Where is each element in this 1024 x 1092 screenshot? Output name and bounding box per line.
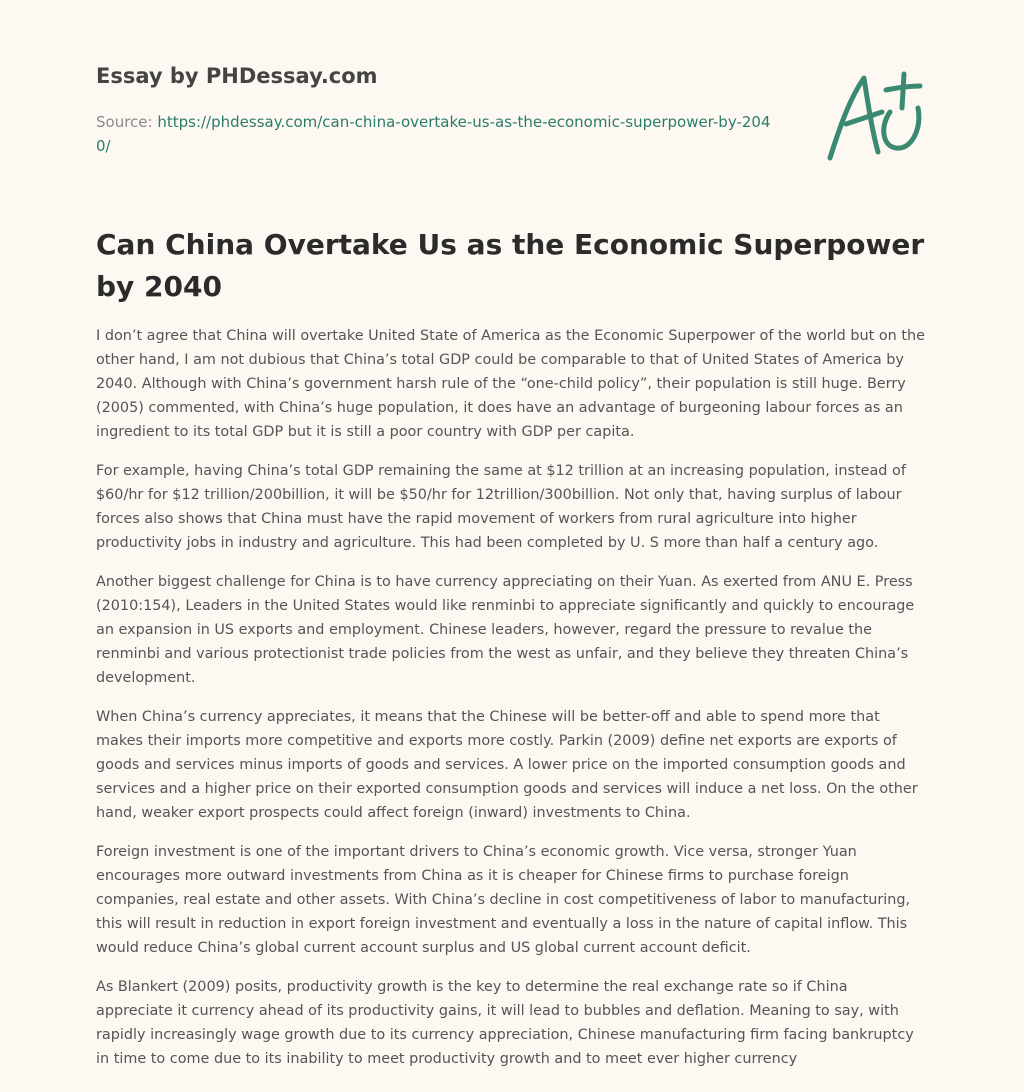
essay-paragraph: When China’s currency appreciates, it means that the Chinese will be better-off and able to spend more that makes their imports more competitive and exports more costly. Parkin (2009) define net exports are exports of goods and services minus imports of goods and services. A lower price on the imported consumption goods and services and a higher price on their exported consumption goods and services will induce a net loss. On the other hand, weaker export prospects could affect foreign (inward) investments to China. xyxy=(96,709,918,821)
source-label: Source: xyxy=(96,113,158,131)
essay-body xyxy=(96,324,928,1086)
essay-paragraph: For example, having China’s total GDP remaining the same at $12 trillion at an increasing population, instead of $60/hr for $12 trillion/200billion, it will be $50/hr for 12trillion/300billion. Not only that, having surplus of labour forces also shows that China must have the rapid movement of workers from rural agriculture into higher productivity jobs in industry and agriculture. This had been completed by U. S more than half a century ago. xyxy=(96,463,906,551)
essay-title: Can China Overtake Us as the Economic Superpower by 2040 xyxy=(96,228,925,303)
a-plus-logo-icon xyxy=(820,64,930,168)
essay-paragraph: I don’t agree that China will overtake United State of America as the Economic Superpower of the world but on the other hand, I am not dubious that China’s total GDP could be comparable to that of United States of America by 2040. Although with China’s government harsh rule of the “one-child policy”, their population is still huge. Berry (2005) commented, with China’s huge population, it does have an advantage of burgeoning labour forces as an ingredient to its total GDP but it is still a poor country with GDP per capita. xyxy=(96,328,925,440)
essay-paragraph: Foreign investment is one of the important drivers to China’s economic growth. Vice versa, stronger Yuan encourages more outward investments from China as it is cheaper for Chinese firms to purchase foreign companies, real estate and other assets. With China’s decline in cost competitiveness of labor to manufacturing, this will result in reduction in export foreign investment and eventually a loss in the nature of capital inflow. This would reduce China’s global current account surplus and US global current account deficit. xyxy=(96,844,911,956)
source-link[interactable]: https://phdessay.com/can-china-overtake-us-as-the-economic-superpower-by-2040/ xyxy=(96,113,771,155)
brand-title: Essay by PHDessay.com xyxy=(96,64,378,88)
essay-paragraph: Another biggest challenge for China is to have currency appreciating on their Yuan. As exerted from ANU E. Press (2010:154), Leaders in the United States would like renminbi to appreciate significantly and quickly to encourage an expansion in US exports and employment. Chinese leaders, however, regard the pressure to revalue the renminbi and various protectionist trade policies from the west as unfair, and they believe they threaten China’s development. xyxy=(96,574,915,686)
source-line xyxy=(96,110,776,158)
essay-paragraph: As Blankert (2009) posits, productivity growth is the key to determine the real exchange rate so if China appreciate it currency ahead of its productivity gains, it will lead to bubbles and deflation. Meaning to say, with rapidly increasingly wage growth due to its currency appreciation, Chinese manufacturing firm facing bankruptcy in time to come due to its inability to meet productivity growth and to meet ever higher currency xyxy=(96,979,914,1067)
